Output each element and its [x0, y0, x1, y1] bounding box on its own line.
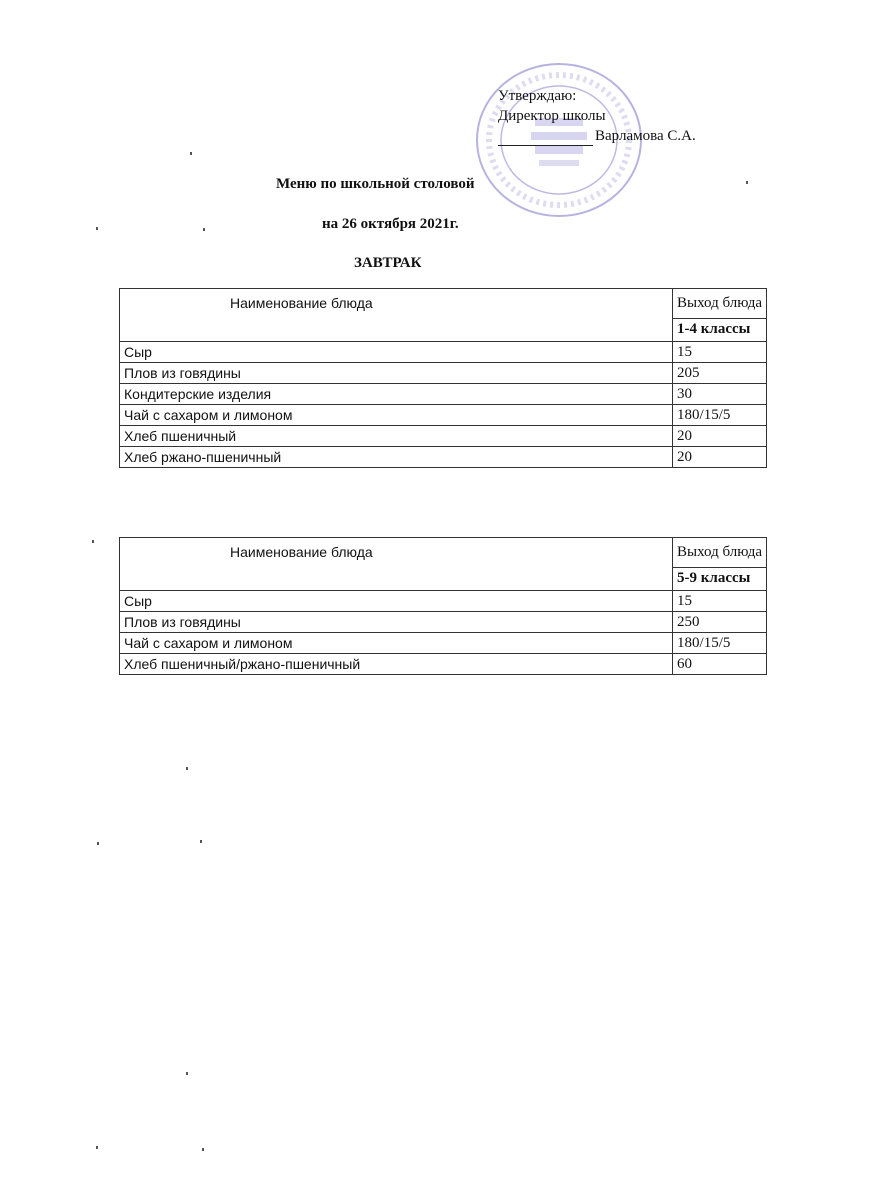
- dish-yield: 15: [673, 342, 767, 363]
- menu-table-grades-5-9: [119, 537, 767, 675]
- scan-speck: [202, 1148, 204, 1151]
- dish-name: Чай с сахаром и лимоном: [120, 405, 673, 426]
- dish-yield: 20: [673, 447, 767, 468]
- dish-name: Кондитерские изделия: [120, 384, 673, 405]
- scan-speck: [97, 842, 99, 845]
- yield-header: Выход блюда: [673, 538, 767, 568]
- table-row: [120, 363, 767, 384]
- dish-yield: 20: [673, 426, 767, 447]
- dish-name: Хлеб ржано-пшеничный: [120, 447, 673, 468]
- scan-speck: [186, 767, 188, 770]
- table-header-row: [120, 538, 767, 568]
- menu-title: Меню по школьной столовой: [276, 176, 475, 192]
- menu-table-grades-1-4: [119, 288, 767, 468]
- scan-speck: [200, 840, 202, 843]
- approval-block: [498, 86, 696, 146]
- table-row: [120, 633, 767, 654]
- dish-yield: 180/15/5: [673, 405, 767, 426]
- table-header-row: [120, 289, 767, 319]
- yield-header: Выход блюда: [673, 289, 767, 319]
- table-row: [120, 405, 767, 426]
- menu-date: на 26 октября 2021г.: [322, 216, 459, 232]
- table-row: [120, 447, 767, 468]
- approval-label: Утверждаю:: [498, 88, 577, 104]
- dish-name: Хлеб пшеничный: [120, 426, 673, 447]
- meal-heading: ЗАВТРАК: [354, 255, 422, 271]
- table-row: [120, 342, 767, 363]
- dish-name: Плов из говядины: [120, 363, 673, 384]
- scan-speck: [190, 152, 192, 155]
- signature-blank: [498, 131, 593, 146]
- dish-name: Плов из говядины: [120, 612, 673, 633]
- director-title: Директор школы: [498, 108, 606, 124]
- dish-name: Сыр: [120, 342, 673, 363]
- class-group-label: 5-9 классы: [673, 567, 767, 590]
- dish-yield: 250: [673, 612, 767, 633]
- dish-yield: 205: [673, 363, 767, 384]
- table-row: [120, 426, 767, 447]
- table-row: [120, 612, 767, 633]
- scan-speck: [96, 1146, 98, 1149]
- scan-speck: [746, 181, 748, 184]
- scan-speck: [186, 1072, 188, 1075]
- dish-yield: 15: [673, 591, 767, 612]
- scan-speck: [92, 540, 94, 543]
- dish-yield: 30: [673, 384, 767, 405]
- dish-name-header: Наименование блюда: [120, 289, 673, 342]
- director-name: Варламова С.А.: [595, 128, 696, 144]
- dish-yield: 60: [673, 654, 767, 675]
- dish-name: Хлеб пшеничный/ржано-пшеничный: [120, 654, 673, 675]
- dish-name-header: Наименование блюда: [120, 538, 673, 591]
- table-row: [120, 384, 767, 405]
- dish-yield: 180/15/5: [673, 633, 767, 654]
- scan-speck: [203, 228, 205, 231]
- class-group-label: 1-4 классы: [673, 318, 767, 341]
- dish-name: Сыр: [120, 591, 673, 612]
- scan-speck: [96, 227, 98, 230]
- dish-name: Чай с сахаром и лимоном: [120, 633, 673, 654]
- signature-line: [498, 126, 696, 146]
- table-row: [120, 654, 767, 675]
- table-row: [120, 591, 767, 612]
